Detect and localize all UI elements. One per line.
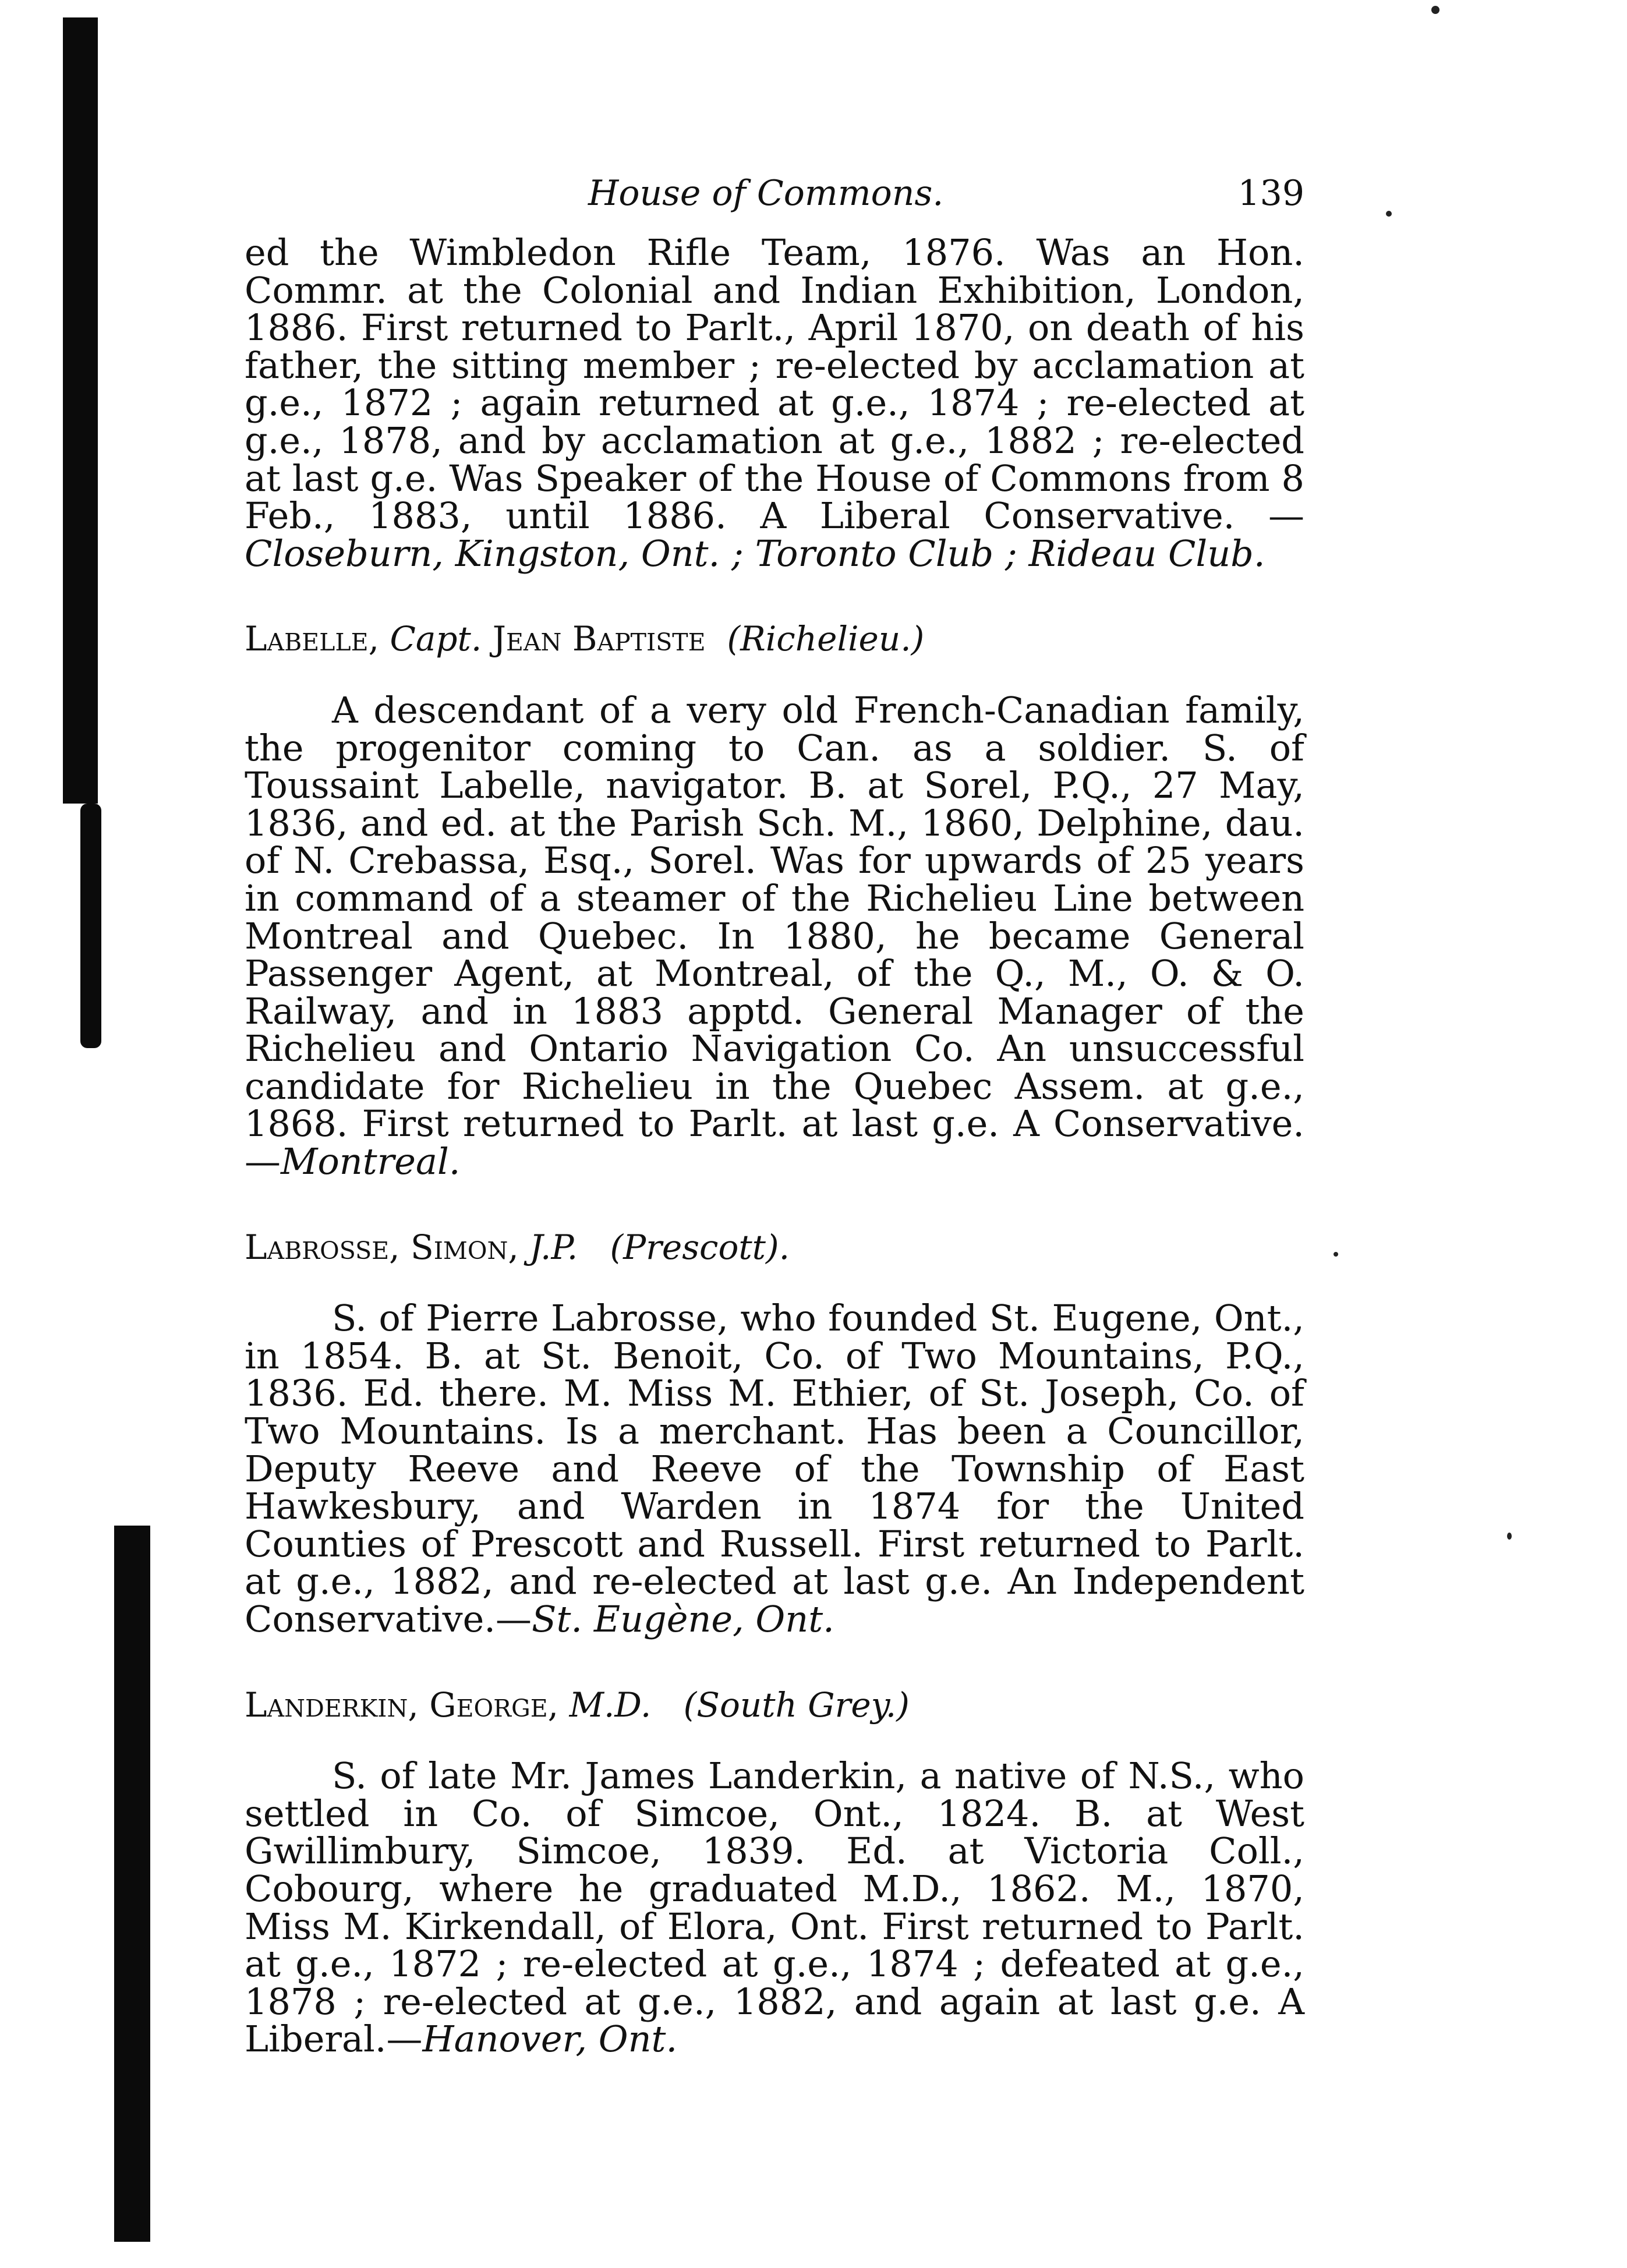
scan-speck — [1386, 211, 1392, 217]
page-text — [245, 173, 1304, 2061]
scan-speck — [1334, 1252, 1338, 1257]
page-number: 139 — [1237, 173, 1304, 214]
constituency: (Richelieu.) — [727, 619, 925, 659]
entry-heading-labelle: Labelle, Capt. Jean Baptiste (Richelieu.) — [245, 619, 925, 659]
entry-heading-landerkin: Landerkin, George, M.D. (South Grey.) — [245, 1685, 910, 1725]
address: Closeburn, Kingston, Ont. ; Toronto Club ; Rideau Club. — [245, 532, 1265, 575]
continuation-paragraph: ed the Wimbledon Rifle Team, 1876. Was an Hon. Commr. at the Colonial and Indian Exhibition, London, 1886. First returned to Parlt., April 1870, on death of his father, the sitting member ; re-elected by acclamation at g.e., 1872 ; again returned at g.e., 1874 ; re-elected at g.e., 1878, and by acclamation at g.e., 1882 ; re-elected at last g.e. Was Speaker of the House of Commons from 8 Feb., 1883, until 1886. A Liberal Conservative. — Closeburn, Kingston, Ont. ; Toronto Club ; Rideau Club. — [245, 231, 1304, 575]
scan-speck — [1507, 1533, 1512, 1540]
running-title: House of Commons. — [588, 173, 944, 214]
entry-body-labelle: A descendant of a very old French-Canadian family, the progenitor coming to Can. as a soldier. S. of Toussaint Labelle, navigator. B. at Sorel, P.Q., 27 May, 1836, and ed. at the Parish Sch. M., 1860, Delphine, dau. of N. Crebassa, Esq., Sorel. Was for upwards of 25 years in command of a steamer of the Richelieu Line between Montreal and Quebec. In 1880, he became General Passenger Agent, at Montreal, of the Q., M., O. & O. Railway, and in 1883 apptd. General Manager of the Richelieu and Ontario Navigation Co. An unsuccessful candidate for Richelieu in the Quebec Assem. at g.e., 1868. First returned to Parlt. at last g.e. A Conservative.—Montreal. — [245, 688, 1304, 1183]
entry-body-landerkin: S. of late Mr. James Landerkin, a native of N.S., who settled in Co. of Simcoe, Ont., 1824. B. at West Gwillimbury, Simcoe, 1839. Ed. at Victoria Coll., Cobourg, where he graduated M.D., 1862. M., 1870, Miss M. Kirkendall, of Elora, Ont. First returned to Parlt. at g.e., 1872 ; re-elected at g.e., 1874 ; defeated at g.e., 1878 ; re-elected at g.e., 1882, and again at last g.e. A Liberal.—Hanover, Ont. — [245, 1754, 1304, 2061]
running-head — [245, 175, 1304, 221]
address: St. Eugène, Ont. — [532, 1598, 834, 1640]
constituency: (South Grey.) — [683, 1685, 910, 1725]
scan-speck — [1431, 6, 1439, 14]
address: Montreal. — [281, 1140, 461, 1183]
constituency: (Prescott). — [610, 1227, 790, 1267]
address: Hanover, Ont. — [422, 2018, 678, 2061]
scan-binding-edge — [80, 804, 101, 1048]
entry-body-labrosse: S. of Pierre Labrosse, who founded St. Eugene, Ont., in 1854. B. at St. Benoit, Co. of Two Mountains, P.Q., 1836. Ed. there. M. Miss M. Ethier, of St. Joseph, Co. of Two Mountains. Is a merchant. Has been a Councillor, Deputy Reeve and Reeve of the Township of East Hawkesbury, and Warden in 1874 for the United Counties of Prescott and Russell. First returned to Parlt. at g.e., 1882, and re-elected at last g.e. An Independent Conservative.—St. Eugène, Ont. — [245, 1297, 1304, 1640]
entry-heading-labrosse: Labrosse, Simon, J.P. (Prescott). — [245, 1227, 790, 1267]
scan-binding-edge — [114, 1526, 150, 2242]
scan-binding-edge — [63, 17, 98, 804]
